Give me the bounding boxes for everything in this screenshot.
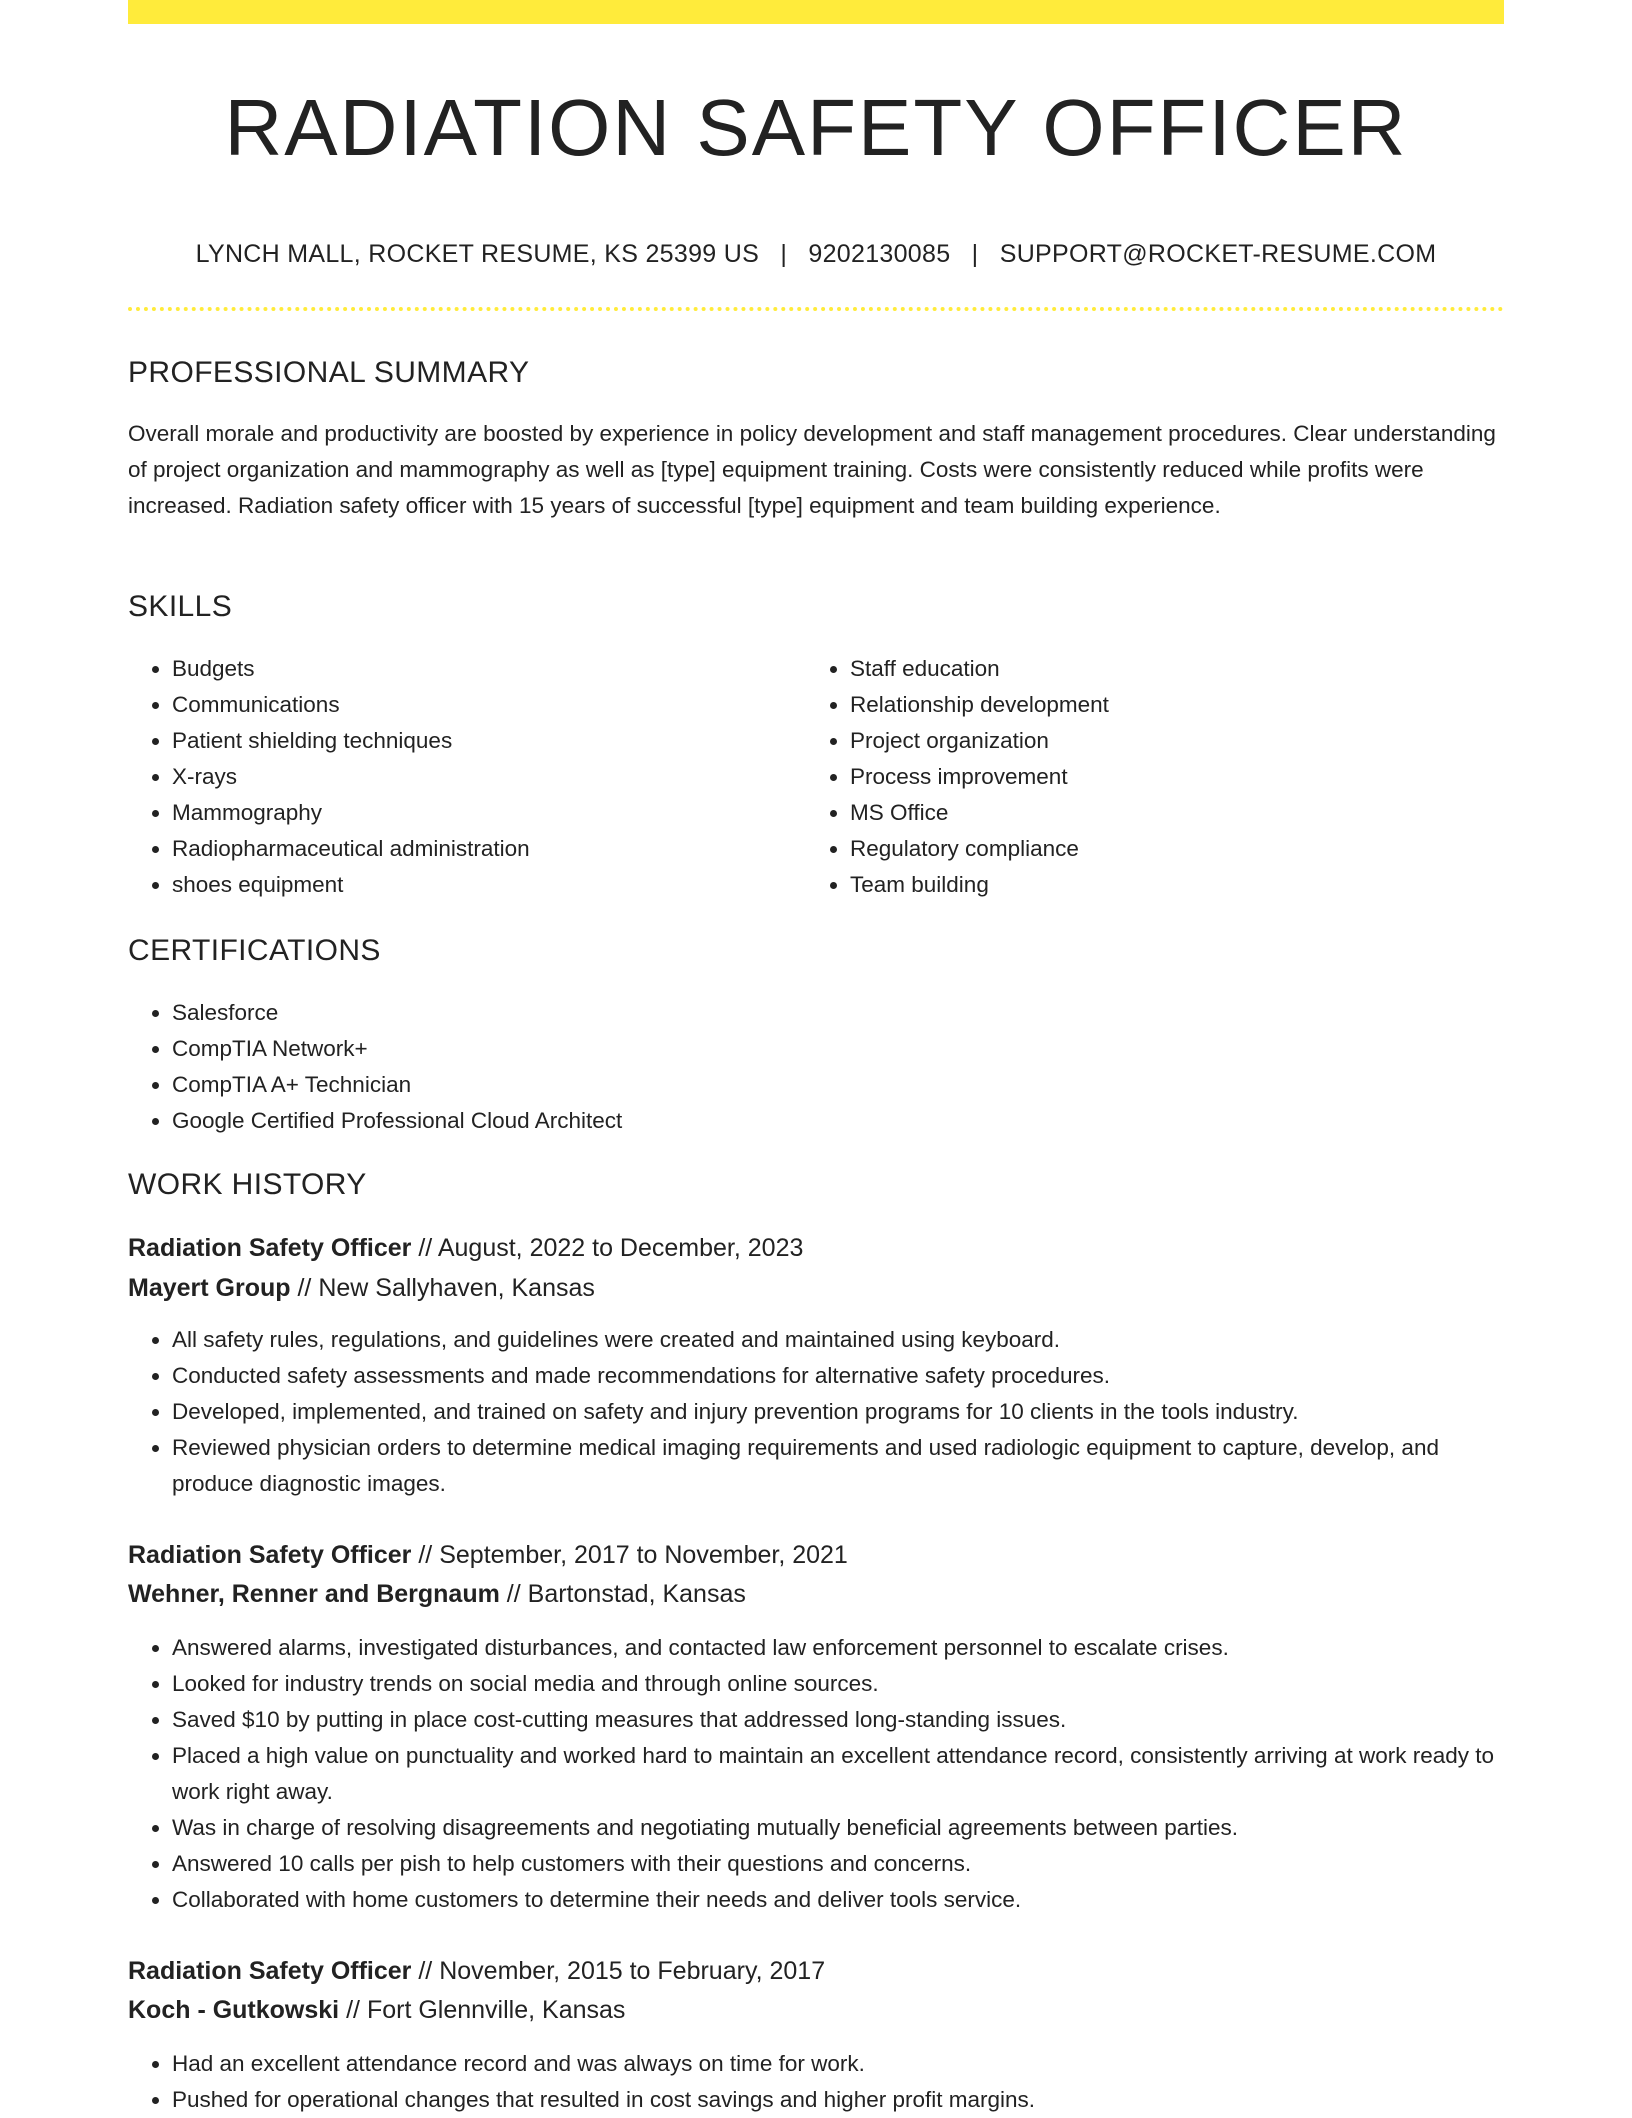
contact-phone: 9202130085 — [808, 240, 951, 268]
job-separator: // — [297, 1274, 312, 1302]
work-history-heading: WORK HISTORY — [128, 1168, 367, 1201]
job-dates: November, 2015 to February, 2017 — [439, 1957, 826, 1985]
skill-item: • Communications — [172, 687, 806, 723]
skills-right-column — [806, 651, 1504, 903]
job-role: Radiation Safety Officer — [128, 1234, 412, 1262]
contact-separator: | — [971, 240, 979, 268]
job-separator: // — [418, 1541, 433, 1569]
job-location: New Sallyhaven, Kansas — [318, 1274, 595, 1302]
job-bullets — [128, 1322, 1504, 1502]
skill-item: • MS Office — [850, 795, 1504, 831]
skills-left-column — [128, 651, 806, 903]
skills-list-right — [806, 651, 1504, 903]
job-role: Radiation Safety Officer — [128, 1541, 412, 1569]
job-bullet: • Looked for industry trends on social media and through online sources. — [172, 1666, 1504, 1702]
job-bullet: • Placed a high value on punctuality and worked hard to maintain an excellent attendance record, consistently arriving at work ready to work right away. — [172, 1738, 1504, 1810]
job-bullet: • Answered alarms, investigated disturbances, and contacted law enforcement personnel to escalate crises. — [172, 1630, 1504, 1666]
skill-item: • Radiopharmaceutical administration — [172, 831, 806, 867]
summary-text: Overall morale and productivity are boosted by experience in policy development and staff management procedures. Clear understanding of project organization and mammography as well as [type] equipment training. Costs were consistently reduced while profits were increased. Radiation safety officer with 15 years of successful [type] equipment and team building experience. — [128, 421, 1496, 518]
job-bullet: • Answered 10 calls per pish to help customers with their questions and concerns. — [172, 1846, 1504, 1882]
job-company: Wehner, Renner and Bergnaum — [128, 1580, 500, 1608]
resume-name: RADIATION SAFETY OFFICER — [224, 83, 1408, 172]
certification-item: • CompTIA A+ Technician — [172, 1067, 622, 1103]
job-title-line — [128, 1230, 803, 1266]
job-separator: // — [418, 1957, 433, 1985]
job-dates: September, 2017 to November, 2021 — [439, 1541, 848, 1569]
job-bullet: • Collaborated with home customers to determine their needs and deliver tools service. — [172, 1882, 1504, 1918]
summary-heading: PROFESSIONAL SUMMARY — [128, 356, 530, 389]
job-company: Koch - Gutkowski — [128, 1996, 340, 2024]
job-bullet: • Reviewed physician orders to determine medical imaging requirements and used radiologic equipment to capture, develop, and produce diagnostic images. — [172, 1430, 1504, 1502]
job-bullets-block — [128, 1630, 1504, 1918]
job-location: Bartonstad, Kansas — [527, 1580, 746, 1608]
job-bullets-block — [128, 2046, 1504, 2118]
header-divider — [128, 307, 1504, 311]
skill-item: • Budgets — [172, 651, 806, 687]
contact-line — [128, 236, 1504, 272]
certification-item: • CompTIA Network+ — [172, 1031, 622, 1067]
skill-item: • Staff education — [850, 651, 1504, 687]
job-dates: August, 2022 to December, 2023 — [437, 1234, 804, 1262]
job-company-line — [128, 1576, 746, 1612]
accent-bar — [128, 0, 1504, 24]
job-bullets — [128, 2046, 1504, 2118]
skill-item: • Team building — [850, 867, 1504, 903]
job-location: Fort Glennville, Kansas — [366, 1996, 626, 2024]
job-bullet: • Conducted safety assessments and made recommendations for alternative safety procedures. — [172, 1358, 1504, 1394]
job-bullet: • Developed, implemented, and trained on safety and injury prevention programs for 10 clients in the tools industry. — [172, 1394, 1504, 1430]
skills-heading: SKILLS — [128, 590, 233, 623]
contact-address: LYNCH MALL, ROCKET RESUME, KS 25399 US — [195, 240, 760, 268]
job-bullet: • Was in charge of resolving disagreements and negotiating mutually beneficial agreements between parties. — [172, 1810, 1504, 1846]
job-bullet: • Had an excellent attendance record and was always on time for work. — [172, 2046, 1504, 2082]
skills-list-left — [128, 651, 806, 903]
job-title-line — [128, 1537, 848, 1573]
job-role: Radiation Safety Officer — [128, 1957, 412, 1985]
job-bullet: • Pushed for operational changes that resulted in cost savings and higher profit margins. — [172, 2082, 1504, 2118]
job-bullets — [128, 1630, 1504, 1918]
job-company-line — [128, 1992, 625, 2028]
job-separator: // — [418, 1234, 433, 1262]
certification-item: • Salesforce — [172, 995, 622, 1031]
job-separator: // — [506, 1580, 521, 1608]
job-company: Mayert Group — [128, 1274, 291, 1302]
skill-item: • Relationship development — [850, 687, 1504, 723]
job-company-line — [128, 1270, 595, 1306]
skill-item: • Regulatory compliance — [850, 831, 1504, 867]
job-bullet: • Saved $10 by putting in place cost-cutting measures that addressed long-standing issues. — [172, 1702, 1504, 1738]
skill-item: • Mammography — [172, 795, 806, 831]
certification-item: • Google Certified Professional Cloud Architect — [172, 1103, 622, 1139]
certifications-heading: CERTIFICATIONS — [128, 934, 381, 967]
skill-item: • shoes equipment — [172, 867, 806, 903]
certifications-list — [128, 995, 622, 1139]
skill-item: • Process improvement — [850, 759, 1504, 795]
contact-email: SUPPORT@ROCKET-RESUME.COM — [999, 240, 1437, 268]
skill-item: • X-rays — [172, 759, 806, 795]
skill-item: • Project organization — [850, 723, 1504, 759]
certifications-block — [128, 995, 622, 1139]
job-separator: // — [346, 1996, 360, 2024]
skill-item: • Patient shielding techniques — [172, 723, 806, 759]
job-title-line — [128, 1953, 825, 1989]
job-bullets-block — [128, 1322, 1504, 1502]
contact-separator: | — [780, 240, 788, 268]
job-bullet: • All safety rules, regulations, and guidelines were created and maintained using keyboard. — [172, 1322, 1504, 1358]
